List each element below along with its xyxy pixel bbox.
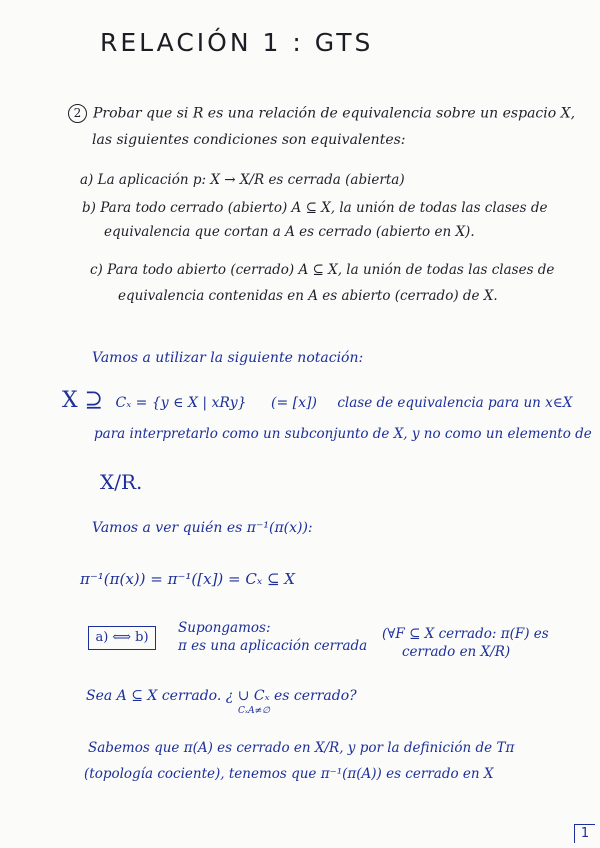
statement-1: Probar que si R es una relación de equivalencia sobre un espacio X, bbox=[93, 105, 576, 122]
page-title: RELACIÓN 1 : GTS bbox=[100, 28, 374, 57]
proof-box-a-iff-b: a) ⟺ b) bbox=[88, 626, 156, 650]
notation-intro: Vamos a utilizar la siguiente notación: bbox=[92, 350, 364, 366]
def-rhs: clase de equivalencia para un x∈X bbox=[337, 395, 573, 411]
sabemos-line-2: (topología cociente), tenemos que π⁻¹(π(A)) es cerrado en X bbox=[84, 766, 494, 782]
preimage-formula: π⁻¹(π(x)) = π⁻¹([x]) = Cₓ ⊆ X bbox=[80, 570, 295, 588]
sea-line: Sea A ⊆ X cerrado. ¿ ∪ Cₓ es cerrado? bbox=[86, 688, 357, 704]
who-line: Vamos a ver quién es π⁻¹(π(x)): bbox=[92, 520, 313, 536]
union-subscript: CₓA≠∅ bbox=[238, 706, 270, 716]
def-lhs: X ⊇ bbox=[62, 388, 104, 413]
condition-c-line-2: equivalencia contenidas en A es abierto (cerrado) de X. bbox=[118, 288, 498, 304]
interpretation-line-1: para interpretarlo como un subconjunto de X, y no como un elemento de bbox=[94, 426, 592, 442]
sabemos-line-1: Sabemos que π(A) es cerrado en X/R, y por la definición de Tπ bbox=[88, 740, 515, 756]
condition-b-line-2: equivalencia que cortan a A es cerrado (abierto en X). bbox=[104, 224, 475, 240]
suppose-statement: π es una aplicación cerrada bbox=[178, 638, 368, 654]
forall-line-1: (∀F ⊆ X cerrado: π(F) es bbox=[382, 626, 549, 642]
exercise-statement-line-2: las siguientes condiciones son equivalentes: bbox=[92, 132, 406, 148]
suppose-label: Supongamos: bbox=[178, 620, 271, 636]
condition-c-line-1: c) Para todo abierto (cerrado) A ⊆ X, la unión de todas las clases de bbox=[90, 262, 555, 278]
page-number: 1 bbox=[574, 824, 595, 843]
exercise-number: 2 bbox=[68, 104, 87, 123]
forall-line-2: cerrado en X/R) bbox=[402, 644, 511, 660]
exercise-statement-line-1 bbox=[68, 104, 575, 123]
def-main: Cₓ = {y ∈ X | xRy} bbox=[115, 395, 247, 411]
interpretation-line-2: X/R. bbox=[100, 470, 143, 494]
condition-b-line-1: b) Para todo cerrado (abierto) A ⊆ X, la unión de todas las clases de bbox=[82, 200, 548, 216]
definition-line bbox=[62, 388, 572, 413]
def-eq: (= [x]) bbox=[270, 395, 317, 411]
condition-a: a) La aplicación p: X → X/R es cerrada (abierta) bbox=[80, 172, 405, 188]
